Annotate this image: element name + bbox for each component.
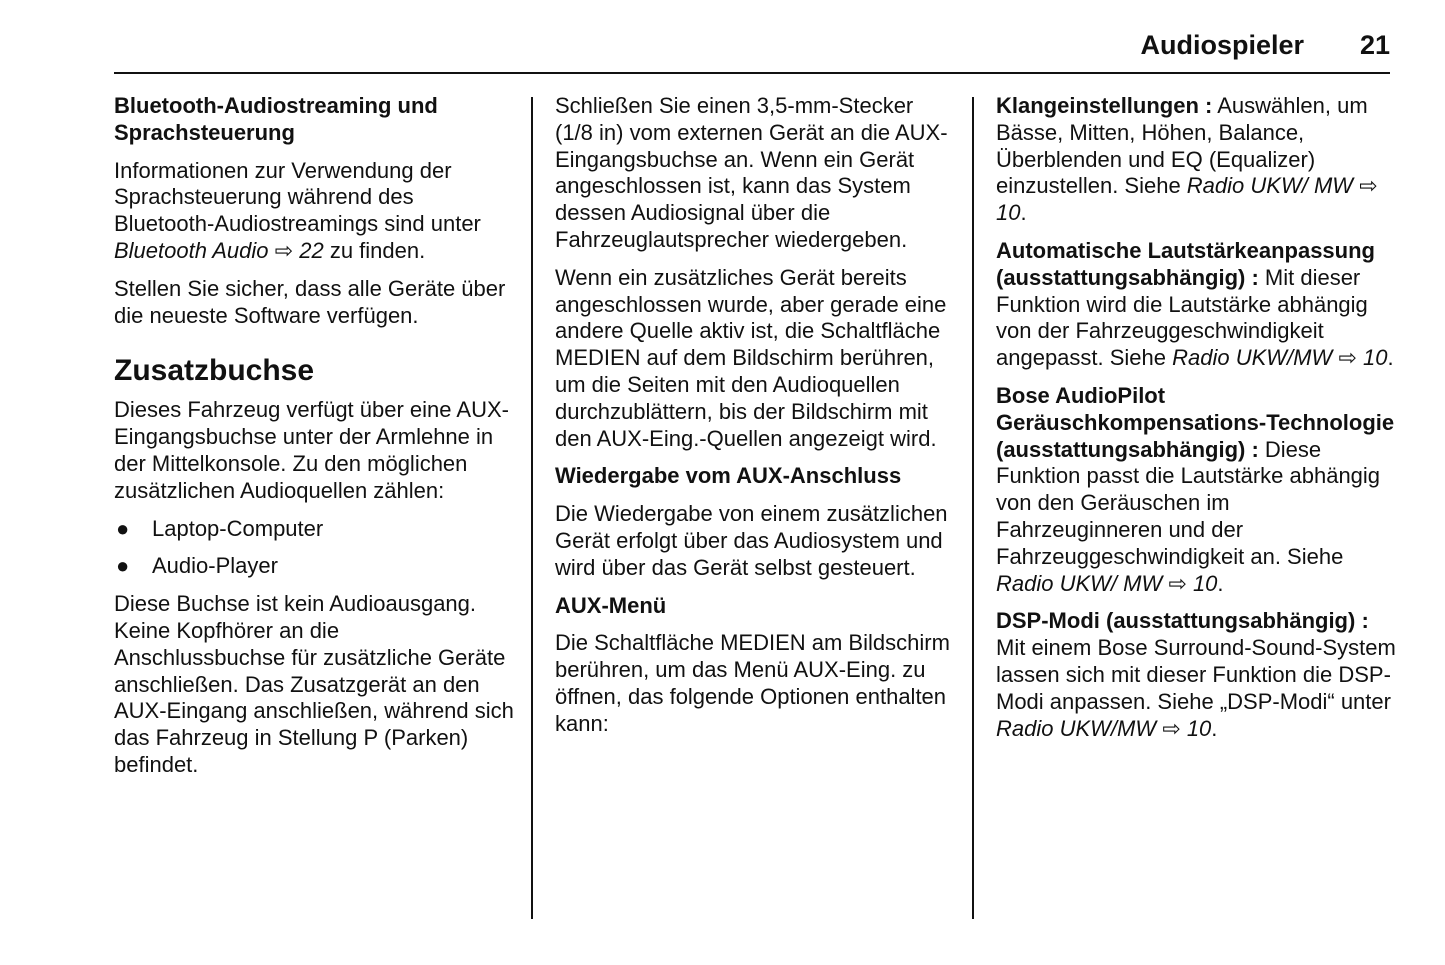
- page-ref-arrow-icon: ⇨: [274, 237, 294, 263]
- text: Informationen zur Verwendung der Sprachsteuerung während des Bluetooth-Audiostreamings sind unter: [114, 157, 481, 237]
- entry-term: DSP-Modi (ausstattungsabhängig) :: [996, 608, 1369, 634]
- cross-reference[interactable]: Radio UKW/MW: [1172, 345, 1333, 371]
- aux-menu-paragraph: Die Schaltfläche MEDIEN am Bildschirm berühren, um das Menü AUX-Eing. zu öffnen, das folgende Optionen enthalten kann:: [555, 630, 950, 736]
- page-ref-arrow-icon: ⇨: [1338, 345, 1357, 371]
- column-3: [996, 93, 1396, 753]
- text: Diese Funktion passt die Lautstärke abhängig von den Geräuschen im Fahrzeuginneren und der Fahrzeuggeschwindigkeit an. Siehe: [996, 436, 1381, 569]
- text: .: [1217, 570, 1224, 596]
- software-paragraph: Stellen Sie sicher, dass alle Geräte über die neueste Software verfügen.: [114, 275, 506, 328]
- entry-term: Automatische Lautstärkeanpassung (ausstattungsabhängig) :: [996, 237, 1375, 290]
- page-number: 21: [1359, 30, 1390, 60]
- page-ref[interactable]: 10: [996, 200, 1021, 226]
- text: .: [1211, 715, 1218, 741]
- list-item: [114, 516, 514, 543]
- page-ref[interactable]: 10: [1192, 570, 1218, 596]
- entry-term: Klangeinstellungen :: [996, 93, 1213, 118]
- text: Mit dieser Funktion wird die Lautstärke abhängig von der Fahrzeuggeschwindigkeit angepasst. Siehe: [996, 264, 1368, 371]
- cross-reference[interactable]: Bluetooth Audio: [114, 237, 269, 263]
- column-divider-right: [972, 97, 974, 919]
- aux-menu-subheading: AUX-Menü: [555, 592, 667, 618]
- list-item-label: Laptop-Computer: [152, 515, 324, 541]
- connect-paragraph: Schließen Sie einen 3,5-mm-Stecker (1/8 in) vom externen Gerät an die AUX-Eingangsbuchse an. Wenn ein Gerät angeschlossen ist, kann das System dessen Audiosignal über die Fahrzeuglautsprecher wiedergeben.: [555, 93, 948, 252]
- audio-source-list: [114, 516, 514, 581]
- aux-intro-paragraph: Dieses Fahrzeug verfügt über eine AUX-Eingangsbuchse unter der Armlehne in der Mittelkonsole. Zu den möglichen zusätzlichen Audioquellen zählen:: [114, 397, 509, 503]
- column-1: [114, 93, 514, 790]
- sound-settings-entry: [996, 93, 1396, 227]
- page-ref[interactable]: 10: [1186, 715, 1212, 741]
- page-ref-arrow-icon: ⇨: [1168, 570, 1187, 596]
- bullet-icon: ●: [116, 515, 130, 541]
- column-divider-left: [531, 97, 533, 919]
- text: .: [1387, 345, 1394, 371]
- cross-reference[interactable]: Radio UKW/MW: [996, 715, 1157, 741]
- bullet-icon: ●: [116, 553, 130, 579]
- page-ref[interactable]: 10: [1362, 345, 1388, 371]
- page-ref-arrow-icon: ⇨: [1162, 715, 1181, 741]
- section-heading: Zusatzbuchse: [114, 354, 315, 388]
- text: .: [1020, 200, 1027, 226]
- playback-paragraph: Die Wiedergabe von einem zusätzlichen Gerät erfolgt über das Audiosystem und wird über das Gerät selbst gesteuert.: [555, 501, 948, 580]
- bluetooth-subheading: Bluetooth-Audiostreaming und Sprachsteuerung: [114, 93, 438, 145]
- text: zu finden.: [323, 237, 426, 263]
- list-item-label: Audio-Player: [152, 553, 278, 579]
- page-ref[interactable]: 22: [299, 237, 324, 263]
- playback-subheading: Wiedergabe vom AUX-Anschluss: [555, 463, 902, 489]
- text: Auswählen, um Bässe, Mitten, Höhen, Balance, Überblenden und EQ (Equalizer) einzustellen. Siehe: [996, 93, 1368, 199]
- media-paragraph: Wenn ein zusätzliches Gerät bereits angeschlossen wurde, aber gerade eine andere Quelle aktiv ist, die Schaltfläche MEDIEN auf dem Bildschirm berühren, um die Seiten mit den Audioquellen durchzublättern, bis der Bildschirm mit den AUX-Eing.-Quellen angezeigt wird.: [555, 264, 947, 451]
- section-title: Audiospieler: [1140, 30, 1304, 60]
- bluetooth-paragraph: [114, 158, 514, 265]
- auto-volume-entry: [996, 238, 1396, 372]
- bose-audiopilot-entry: [996, 383, 1396, 597]
- aux-note-paragraph: Diese Buchse ist kein Audioausgang. Keine Kopfhörer an die Anschlussbuchse für zusätzliche Geräte anschließen. Das Zusatzgerät an den AUX-Eingang anschließen, während sich das Fahrzeug in Stellung P (Parken) befindet.: [114, 591, 514, 777]
- list-item: [114, 553, 514, 580]
- column-2: [555, 93, 955, 749]
- cross-reference[interactable]: Radio UKW/ MW: [1186, 173, 1354, 199]
- cross-reference[interactable]: Radio UKW/ MW: [996, 570, 1163, 596]
- entry-term: Bose AudioPilot Geräuschkompensations-Technologie (ausstattungsabhängig) :: [996, 382, 1395, 462]
- page-ref-arrow-icon: ⇨: [1359, 173, 1378, 199]
- text: Mit einem Bose Surround-Sound-System lassen sich mit dieser Funktion die DSP-Modi anpassen. Siehe „DSP-Modi“ unter: [996, 635, 1396, 714]
- page-header: [114, 28, 1390, 74]
- dsp-modes-entry: [996, 608, 1396, 742]
